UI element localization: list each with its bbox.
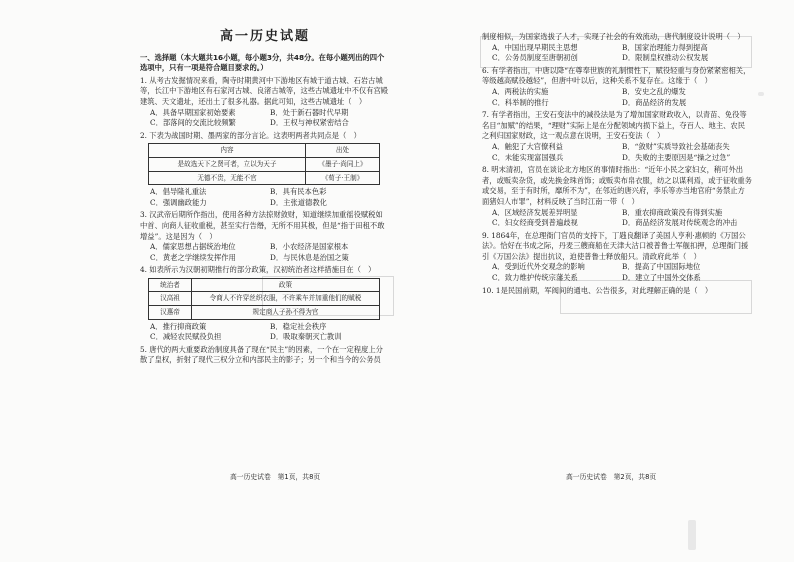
option-c: C．公务员制度至唐朝初创 [492, 53, 578, 63]
answer-options [482, 142, 752, 163]
table-header: 内容 [149, 144, 306, 158]
quote-table [148, 143, 380, 185]
answer-options [482, 208, 752, 229]
option-b: B．提高了中国国际地位 [622, 262, 701, 272]
option-d: D．与民休息是治国之策 [270, 252, 349, 262]
option-b: B．国家治理能力得到提高 [622, 42, 708, 52]
question-4 [140, 265, 390, 343]
question-stem: 10. 1是民国前期，军阀间的通电、公告很多，对此理解正确的是（ ） [482, 285, 713, 295]
question-1 [140, 76, 390, 129]
policy-table [148, 278, 380, 320]
page-footer: 高一历史试卷 第2页，共8页 [566, 473, 657, 481]
table-cell: 令商人不许穿丝织衣服，不许乘车并加重他们的赋税 [192, 292, 380, 306]
option-b: B．安史之乱的爆发 [622, 86, 686, 96]
answer-options [140, 242, 390, 263]
option-c: C．未能实现富国强兵 [492, 152, 564, 162]
option-c: C．科举制的推行 [492, 97, 549, 107]
option-d: D．失败的主要原因是“操之过急” [622, 152, 731, 162]
table-cell: 《荀子·王制》 [306, 171, 380, 185]
answer-options [482, 262, 752, 283]
question-5-continued [482, 32, 752, 64]
table-row [149, 292, 380, 306]
question-8 [482, 165, 752, 229]
page-footer: 高一历史试卷 第1页，共8页 [230, 473, 321, 481]
table-header: 统治者 [149, 278, 192, 292]
scan-smudge [758, 92, 764, 96]
question-2 [140, 131, 390, 209]
option-a: A．儒家思想占据统治地位 [150, 242, 236, 252]
question-stem: 3. 汉武帝后期所作指出，使用各种方法掠财敛财，知道继续加重徭役赋税如中首、向商人征收重税，甚至实行告缗，无所不用其极，但是“指于田租不敢增益”。这是因为（ ） [140, 210, 385, 241]
option-d: D．限制皇权推动公权发展 [622, 53, 709, 63]
question-6 [482, 66, 752, 108]
answer-options [140, 108, 390, 129]
option-a: A．两税法的实施 [492, 86, 549, 96]
question-stem: 6. 有学者指出，中唐以降“在尊奉世族的礼制惯性下，赋役轻重与身份紧紧密相关，等级越高赋役越轻”，但唐中叶以后，这种关系不复存在。这缘于（ ） [482, 65, 751, 86]
option-d: D．商品经济发展对传统观念的冲击 [622, 218, 738, 228]
option-c: C．强调幽政能力 [150, 197, 207, 207]
table-cell: 汉惠帝 [149, 306, 192, 320]
option-b: B．稳定社会秩序 [270, 321, 327, 331]
table-cell: 汉高祖 [149, 292, 192, 306]
table-cell: 《墨子·尚同上》 [306, 157, 380, 171]
option-b: B．具有民本色彩 [270, 187, 327, 197]
option-b: B．“敛财”实质导致社会基础丧失 [622, 141, 730, 151]
table-cell: 是故选天下之贤可者，立以为天子 [149, 157, 306, 171]
table-row [149, 171, 380, 185]
table-row [149, 306, 380, 320]
page-2 [482, 0, 752, 562]
option-a: A．推行抑商政策 [150, 321, 207, 331]
option-a: A．倡导隆礼重法 [150, 187, 207, 197]
option-c: C．妇女经商受到普遍歧视 [492, 218, 578, 228]
option-d: D．建立了中国外交体系 [622, 273, 701, 283]
option-d: D．吸取秦朝灭亡教训 [270, 332, 342, 342]
option-d: D．商品经济的发展 [622, 97, 687, 107]
option-d: D．王权与神权紧密结合 [270, 118, 349, 128]
question-stem: 2. 下表为战国时期、墨两家的部分言论。这表明两者共同点是（ ） [140, 130, 361, 140]
option-a: A．中国出现早期民主思想 [492, 42, 578, 52]
question-stem: 1. 从考古发掘情况来看，陶寺时期黄河中下游地区有城于道古城、石岩古城等，长江中下游地区有石家河古城、良渚古城等，这些古城遗址中不仅有宫殿建筑、天文遗址，还出土了很多礼器。据此可知，这些古城遗址（ ） [140, 75, 389, 106]
option-c: C．减轻农民赋役负担 [150, 332, 222, 342]
question-5 [140, 345, 390, 366]
question-9 [482, 231, 752, 284]
answer-options [140, 187, 390, 208]
answer-options [482, 43, 752, 64]
table-row [149, 157, 380, 171]
option-a: A．具备早期国家初始要素 [150, 107, 236, 117]
question-10 [482, 286, 752, 297]
question-stem: 9. 1864年，在总理衙门官员的支持下，丁韪良翻译了美国人亨利·惠顿的《万国公法》。恰好在书成之际，丹麦三艘商船在天津大沽口被普鲁士军舰扣押，总理衙门援引《万国公法》提出抗议，迫使普鲁士释放船只。清政府此举（ ） [482, 230, 749, 261]
table-header: 出处 [306, 144, 380, 158]
question-7 [482, 110, 752, 163]
table-cell: 规定商人子孙不得为官 [192, 306, 380, 320]
exam-title: 高一历史试题 [219, 29, 310, 44]
question-stem: 4. 如表所示为汉朝初期推行的部分政策，汉初统治者这样措施目在（ ） [140, 265, 376, 275]
table-header: 政策 [192, 278, 380, 292]
question-stem: 5. 唐代的两大重要政治制度具备了现在“民主”的因素，一个在一定程度上分散了皇权，折射了现代三权分立和内部民主的影子；另一个和当今的公务员 [140, 344, 383, 365]
option-a: A．受到近代外交观念的影响 [492, 262, 585, 272]
option-c: C．黄老之学继续发挥作用 [150, 252, 236, 262]
question-stem: 8. 明末清初，官员在谈论北方地区的事情时指出：“近年小民之家妇女，稍可外出者，或贩卖杂货，或先换金珠首饰；或贩卖布帛衣服，纺之以谋利焉，或于征收重务或交易，至于有时所，靡所不为”，在邻近的唐兴府，李乐等亦当地官府“务禁止方面猪妇人市罪”，材料反映了当时江南一带（ ） [482, 165, 752, 206]
option-b: B．小农经济是国家根本 [270, 242, 349, 252]
option-d: D．主张道德教化 [270, 197, 327, 207]
table-cell: 无德不贵，无能不官 [149, 171, 306, 185]
answer-options [482, 87, 752, 108]
option-c: C．部落间的交流比较频繁 [150, 118, 236, 128]
page-1 [140, 0, 390, 562]
answer-options [140, 322, 390, 343]
option-a: A．区域经济发展差异明显 [492, 207, 578, 217]
option-b: B．重农抑商政策没有得到实施 [622, 207, 723, 217]
question-stem: 制度相似，为国家选拔了人才，实现了社会的有效流动，唐代制度设计说明（ ） [482, 32, 745, 41]
option-b: B．处于新石器时代早期 [270, 107, 349, 117]
question-stem: 7. 有学者指出，王安石变法中的减役法是为了增加国家财政收入，以青苗、免役等名目“加赋”的结果，“理财”实际上是在分配领域内损下益上，夺百人、地主、农民之利归国家财政，这一观点意在说明，王安石变法（ ） [482, 110, 747, 141]
question-3 [140, 210, 390, 263]
option-a: A．触犯了大官僚利益 [492, 141, 563, 151]
option-c: C．致力维护传统宗藩关系 [492, 273, 578, 283]
section-heading: 一、选择题（本大题共16小题，每小题3分，共48分。在每小题列出的四个选项中，只有一项是符合题目要求的。） [140, 52, 385, 73]
